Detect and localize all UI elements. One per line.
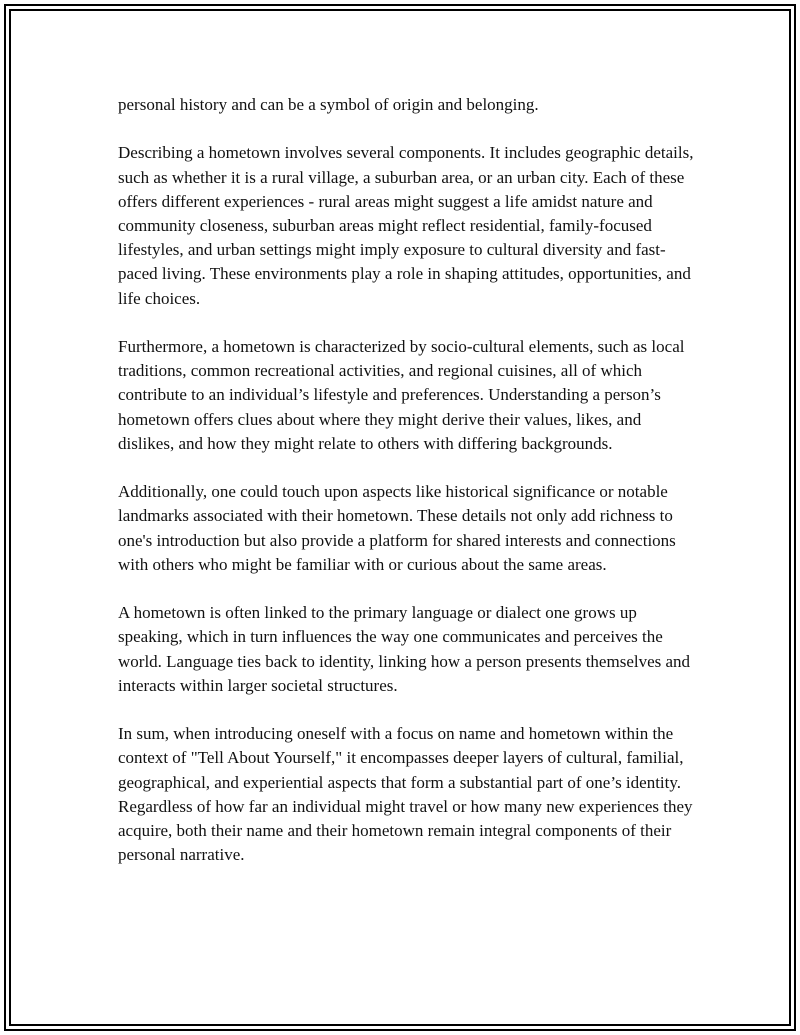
- paragraph-5: A hometown is often linked to the primary language or dialect one grows up speaking, which in turn influences the way one communicates and perceives the world. Language ties back to identity, linking how a person presents themselves and interacts within larger societal structures.: [118, 603, 691, 695]
- paragraph-6: In sum, when introducing oneself with a focus on name and hometown within the context of "Tell About Yourself," it encompasses deeper layers of cultural, familial, geographical, and experiential aspects that form a substantial part of one’s identity. Regardless of how far an individual might travel or how many new experiences they acquire, both their name and their hometown remain integral components of their personal narrative.: [118, 724, 693, 865]
- paragraph-3: Furthermore, a hometown is characterized by socio-cultural elements, such as local traditions, common recreational activities, and regional cuisines, all of which contribute to an individual’s lifestyle and preferences. Understanding a person’s hometown offers clues about where they might derive their values, likes, and dislikes, and how they might relate to others with differing backgrounds.: [118, 337, 685, 453]
- paragraph-1: personal history and can be a symbol of origin and belonging.: [118, 95, 539, 114]
- document-body: [118, 93, 698, 892]
- paragraph-4: Additionally, one could touch upon aspects like historical significance or notable landmarks associated with their hometown. These details not only add richness to one's introduction but also provide a platform for shared interests and connections with others who might be familiar with or curious about the same areas.: [118, 482, 676, 574]
- paragraph-2: Describing a hometown involves several components. It includes geographic details, such as whether it is a rural village, a suburban area, or an urban city. Each of these offers different experiences - rural areas might suggest a life amidst nature and community closeness, suburban areas might reflect residential, family-focused lifestyles, and urban settings might imply exposure to cultural diversity and fast-paced living. These environments play a role in shaping attitudes, opportunities, and life choices.: [118, 143, 694, 308]
